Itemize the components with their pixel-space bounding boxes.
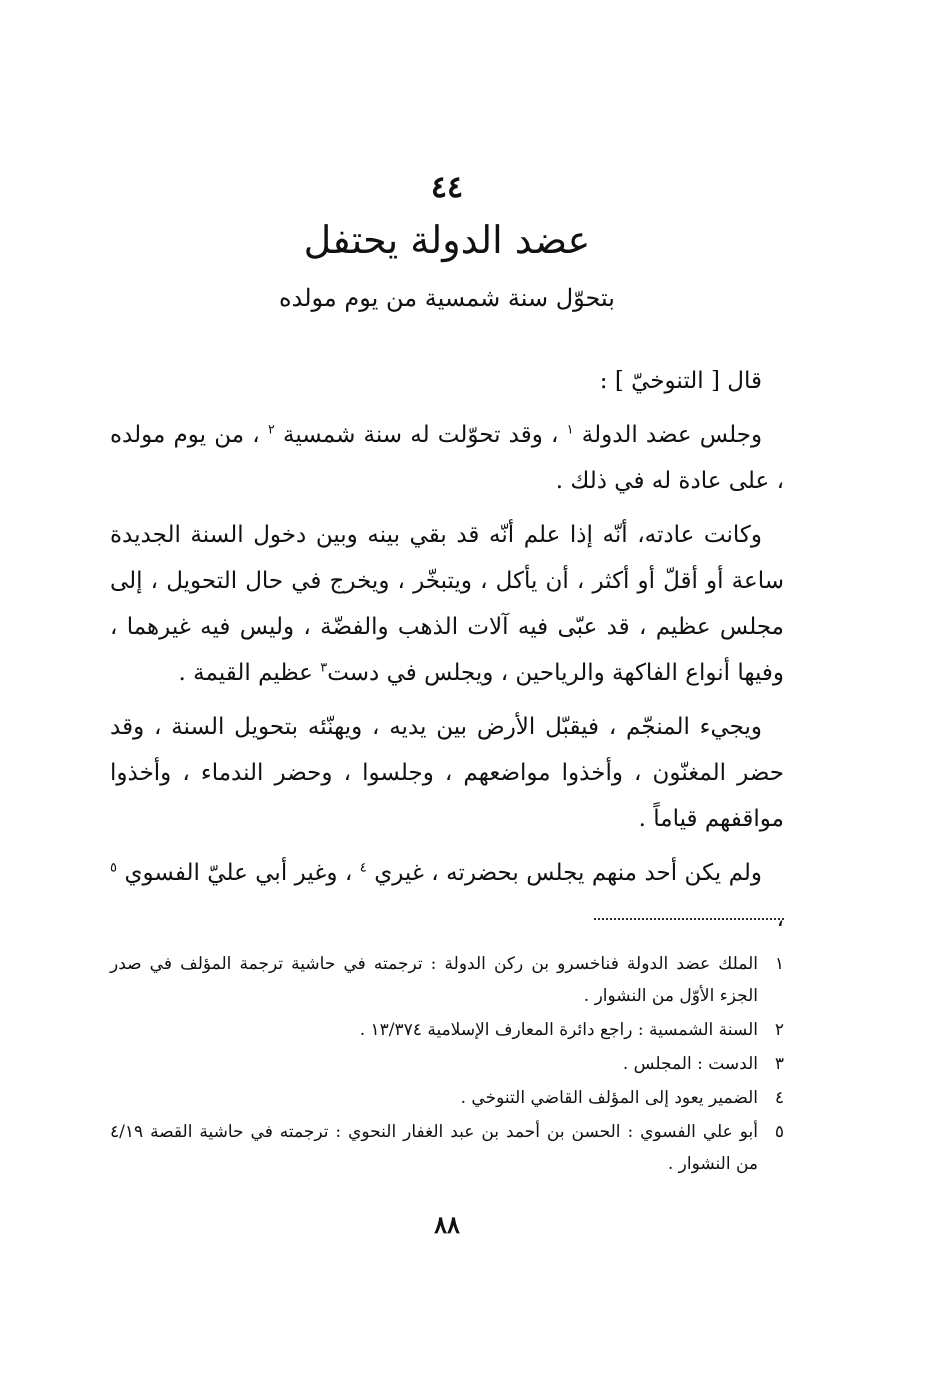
footnote-ref-1[interactable]: ١ bbox=[566, 422, 574, 438]
main-text bbox=[110, 358, 784, 950]
paragraph-3 bbox=[110, 512, 784, 696]
footnote-number: ٢ bbox=[774, 1020, 784, 1040]
footnote-ref-2[interactable]: ٢ bbox=[267, 422, 275, 438]
footnote-number: ٣ bbox=[774, 1054, 784, 1074]
chapter-number: ٤٤ bbox=[430, 170, 464, 205]
paragraph-4: ويجيء المنجّم ، فيقبّل الأرض بين يديه ، ويهنّئه بتحويل السنة ، وقد حضر المغنّون ، وأخذوا مواضعهم ، وجلسوا ، وحضر الندماء ، وأخذوا مواقفهم قياماً . bbox=[110, 714, 784, 832]
footnote-number: ١ bbox=[774, 954, 784, 974]
footnote-text: أبو علي الفسوي : الحسن بن أحمد بن عبد الغفار النحوي : ترجمته في حاشية القصة ٤/١٩ من النشوار . bbox=[110, 1122, 758, 1174]
footnote bbox=[110, 1082, 784, 1114]
paragraph-5-part-a: ولم يكن أحد منهم يجلس بحضرته ، غيري bbox=[374, 860, 763, 886]
book-page bbox=[110, 0, 784, 1382]
paragraph-2 bbox=[110, 412, 784, 504]
footnote-separator bbox=[594, 918, 784, 920]
footnote bbox=[110, 1048, 784, 1080]
paragraph-5 bbox=[110, 850, 784, 942]
footnote-number: ٥ bbox=[774, 1122, 784, 1142]
paragraph-2-part-a: وجلس عضد الدولة bbox=[581, 422, 763, 448]
page-number: ٨٨ bbox=[434, 1210, 460, 1239]
footnote-ref-4[interactable]: ٤ bbox=[359, 860, 367, 876]
footnote bbox=[110, 948, 784, 1012]
paragraph-3-part-b: عظيم القيمة . bbox=[178, 660, 313, 686]
paragraph-2-part-b: ، وقد تحوّلت له سنة شمسية bbox=[283, 422, 559, 448]
chapter-title: عضد الدولة يحتفل bbox=[303, 218, 591, 262]
paragraph-3-part-a: وكانت عادته، أنّه إذا علم أنّه قد بقي بينه وبين دخول السنة الجديدة ساعة أو أقلّ أو أكثر ، أن يأكل ، ويتبخّر ، ويخرج في حال التحويل ، إلى مجلس عظيم ، قد عبّى فيه آلات الذهب والفضّة ، وليس فيه غيرهما ، وفيها أنواع الفاكهة والرياحين ، ويجلس في دست bbox=[110, 522, 784, 686]
footnotes bbox=[110, 948, 784, 1182]
paragraph-1: قال [ التنوخيّ ] : bbox=[599, 368, 762, 394]
footnote-text: الضمير يعود إلى المؤلف القاضي التنوخي . bbox=[460, 1088, 758, 1108]
footnote-number: ٤ bbox=[774, 1088, 784, 1108]
paragraph-2-part-c: ، من يوم مولده ، على عادة له في ذلك . bbox=[110, 422, 784, 494]
footnote bbox=[110, 1116, 784, 1180]
footnote-text: الملك عضد الدولة فناخسرو بن ركن الدولة : ترجمته في حاشية ترجمة المؤلف في صدر الجزء الأوّل من النشوار . bbox=[110, 954, 758, 1006]
footnote bbox=[110, 1014, 784, 1046]
footnote-ref-3[interactable]: ٣ bbox=[320, 660, 328, 676]
paragraph-5-part-c: ، bbox=[776, 906, 784, 932]
paragraph-5-part-b: ، وغير أبي عليّ الفسوي bbox=[124, 860, 353, 886]
footnote-text: الدست : المجلس . bbox=[622, 1054, 758, 1074]
footnote-ref-5[interactable]: ٥ bbox=[110, 860, 117, 876]
chapter-subtitle: بتحوّل سنة شمسية من يوم مولده bbox=[279, 284, 615, 312]
footnote-text: السنة الشمسية : راجع دائرة المعارف الإسلامية ١٣/٣٧٤ . bbox=[359, 1020, 758, 1040]
